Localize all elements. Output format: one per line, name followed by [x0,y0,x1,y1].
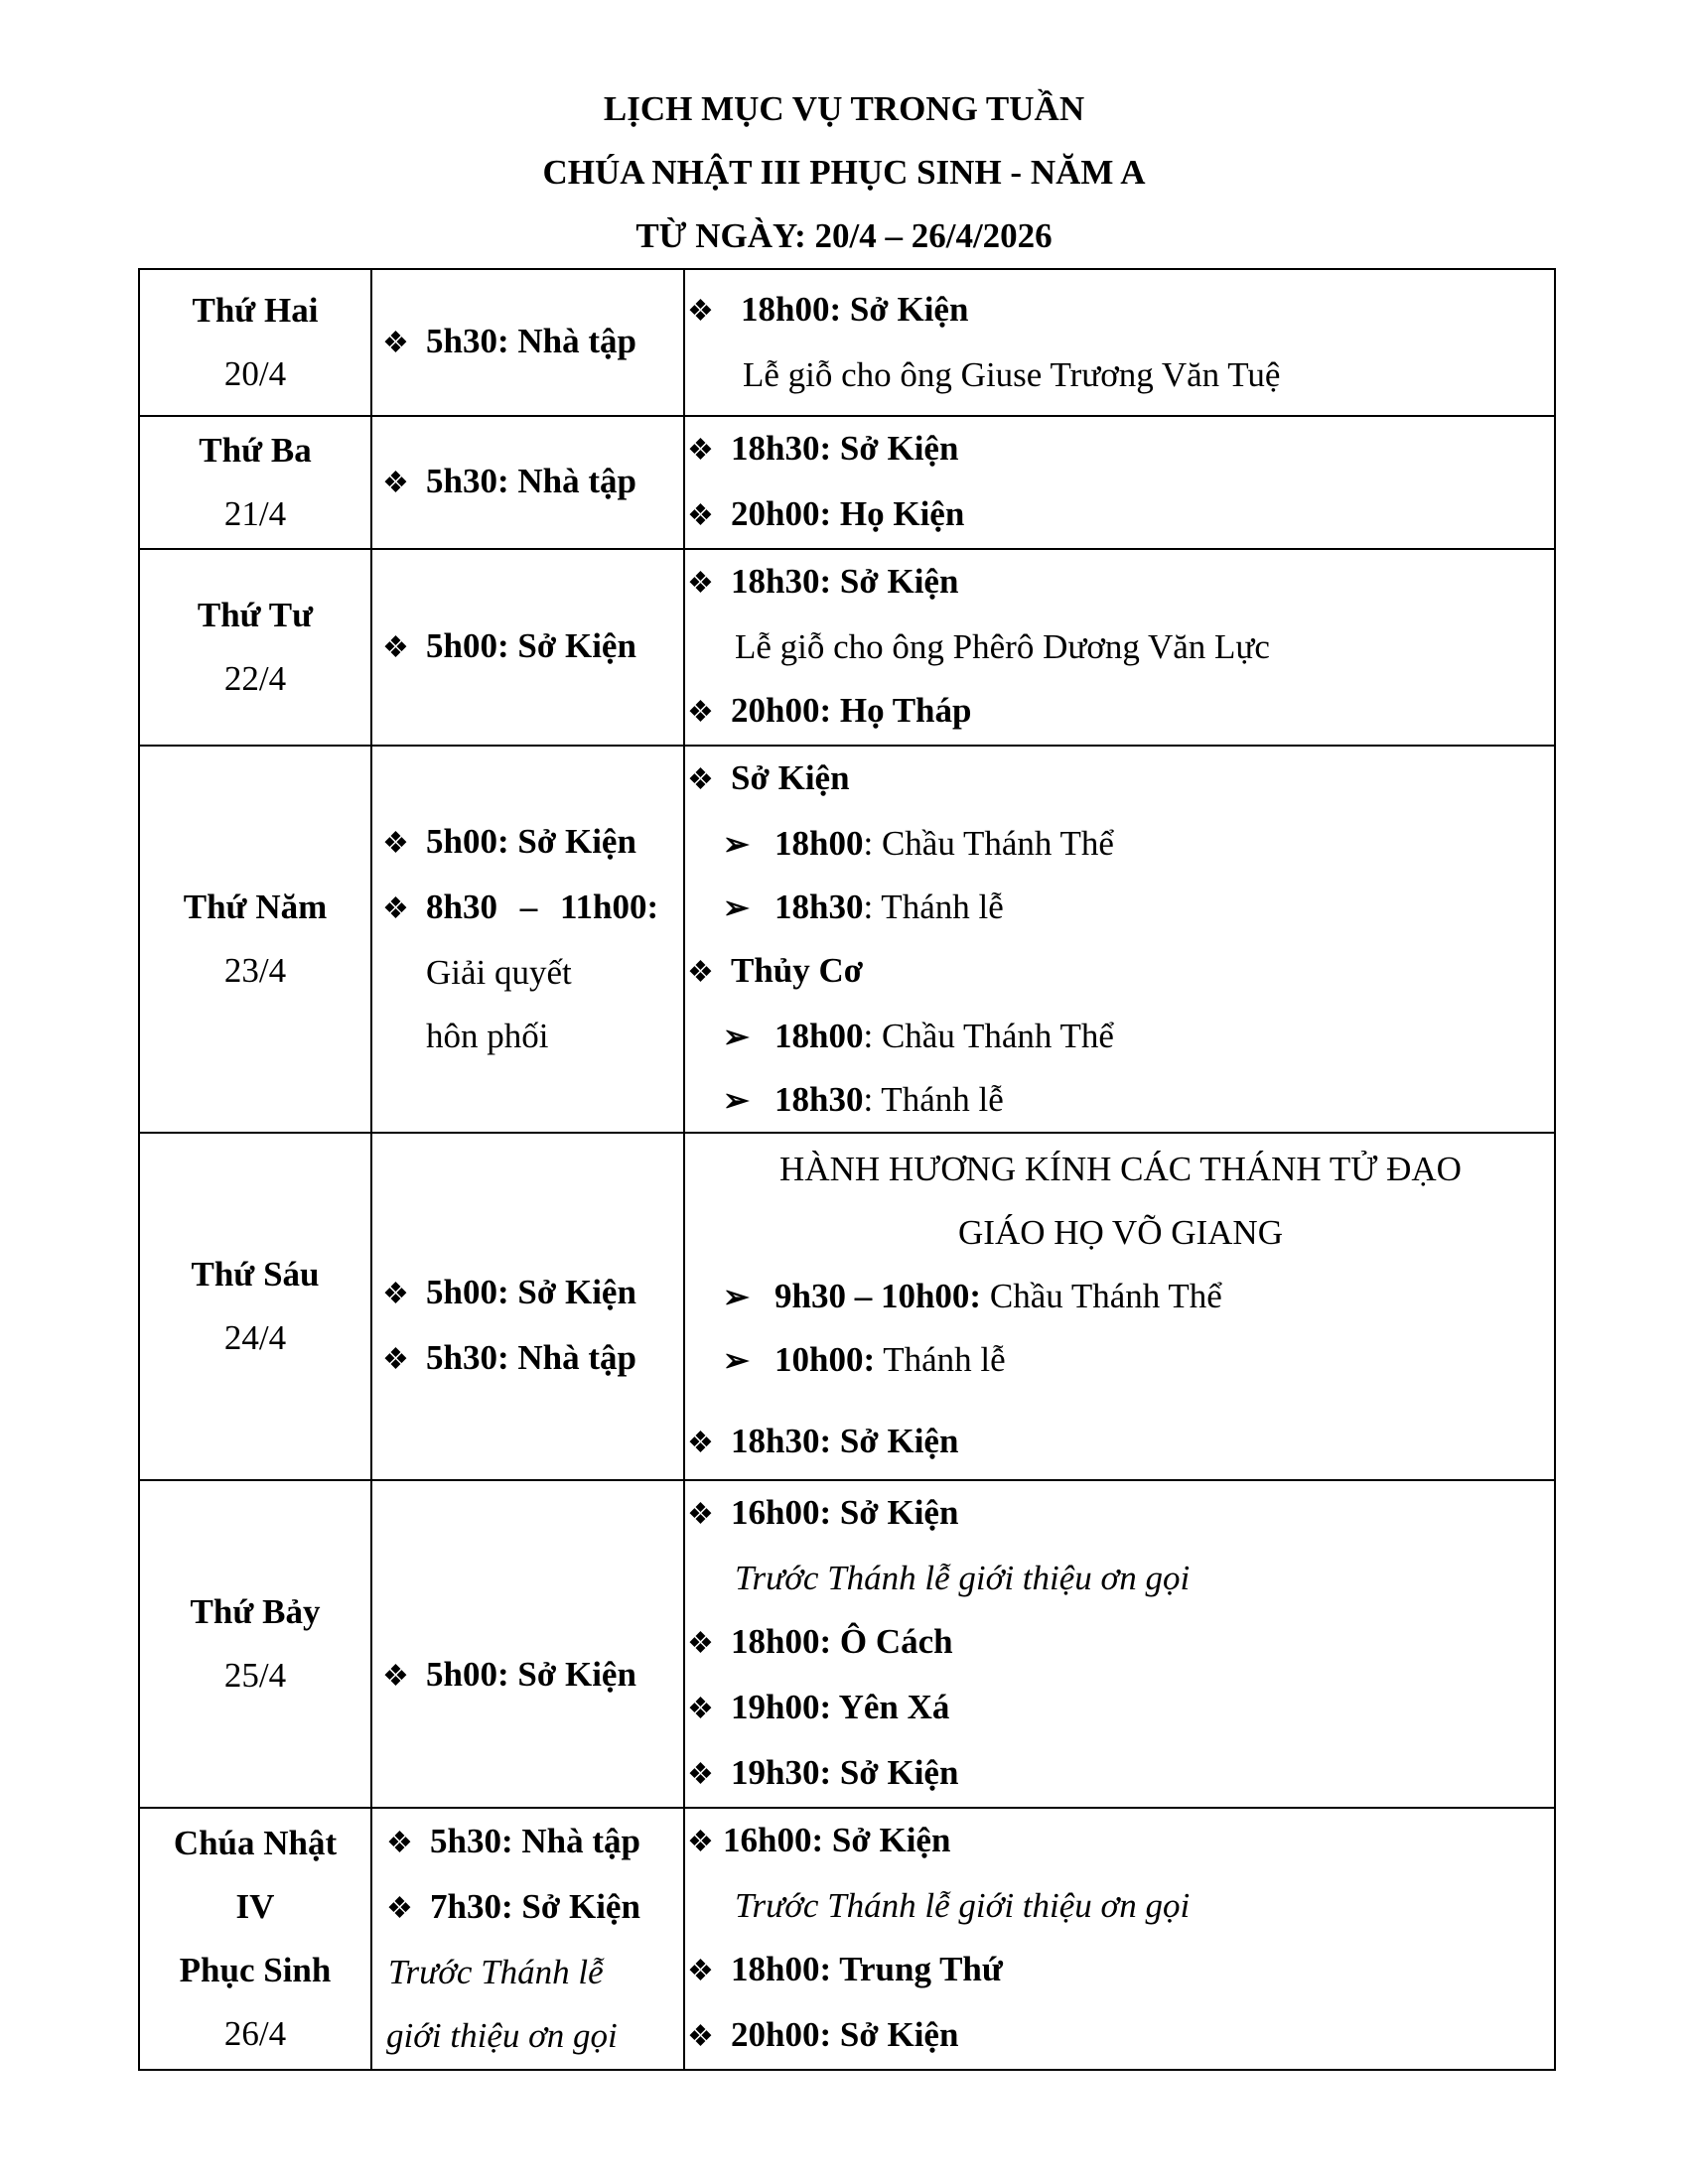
evening-item: 18h30: Sở Kiện [731,562,959,601]
sub-time: 10h00: [774,1340,876,1379]
diamond-bullet-icon: ❖ [386,1827,413,1859]
sub-time: 18h00 [774,824,864,863]
sub-time: 18h00 [774,1017,864,1055]
pilgrimage-subtitle: GIÁO HỌ VÕ GIANG [958,1213,1283,1252]
diamond-bullet-icon: ❖ [687,295,714,328]
day-name: Thứ Tư [197,596,314,634]
day-date: 22/4 [223,659,287,698]
evening-item: 20h00: Sở Kiện [731,2015,959,2054]
day-cell [139,269,371,416]
evening-item: 18h30: Sở Kiện [731,1422,959,1460]
arrow-bullet-icon: ➢ [723,1342,750,1378]
morning-note: hôn phối [426,1017,549,1055]
day-cell [139,1480,371,1808]
diamond-bullet-icon: ❖ [386,1892,413,1925]
vocation-note: Trước Thánh lễ giới thiệu ơn gọi [735,1559,1191,1597]
diamond-bullet-icon: ❖ [687,1826,714,1858]
title-line-3: TỪ NGÀY: 20/4 – 26/4/2026 [635,216,1053,255]
table-row [139,549,1555,746]
day-cell [139,1808,371,2070]
page-header [0,77,1688,268]
morning-item: 5h30: Nhà tập [430,1822,640,1860]
day-name: Thứ Ba [199,431,312,470]
table-row [139,269,1555,416]
arrow-bullet-icon: ➢ [723,889,750,925]
day-name: IV [235,1887,275,1926]
diamond-bullet-icon: ❖ [687,434,714,467]
evening-cell [684,1133,1555,1480]
morning-cell [371,746,684,1133]
evening-note: Lễ giỗ cho ông Phêrô Dương Văn Lực [735,627,1270,666]
morning-item: 5h00: Sở Kiện [426,626,636,665]
morning-cell [371,416,684,549]
day-name: Thứ Hai [192,291,319,330]
evening-cell [684,746,1555,1133]
day-date: 20/4 [223,354,287,393]
morning-cell [371,1808,684,2070]
table-row [139,746,1555,1133]
day-cell [139,746,371,1133]
evening-item: 16h00: Sở Kiện [731,1493,959,1532]
morning-time: 5h30 [426,1338,497,1377]
pilgrimage-title: HÀNH HƯƠNG KÍNH CÁC THÁNH TỬ ĐẠO [779,1150,1462,1188]
diamond-bullet-icon: ❖ [687,1627,714,1660]
evening-note: Lễ giỗ cho ông Giuse Trương Văn Tuệ [743,355,1281,394]
morning-item: 7h30: Sở Kiện [430,1887,640,1926]
evening-cell [684,549,1555,746]
evening-cell [684,1808,1555,2070]
diamond-bullet-icon: ❖ [687,1955,714,1987]
vocation-note: Trước Thánh lễ giới thiệu ơn gọi [735,1886,1191,1925]
evening-item: 19h30: Sở Kiện [731,1753,959,1792]
sub-desc: Chầu Thánh Thể [981,1277,1222,1315]
sub-time: 18h30 [774,887,864,926]
day-date: 25/4 [223,1656,287,1695]
evening-item: 19h00: Yên Xá [731,1688,950,1726]
morning-item: 5h00: Sở Kiện [426,822,636,861]
morning-cell [371,1133,684,1480]
diamond-bullet-icon: ❖ [382,827,409,860]
day-name: Thứ Bảy [190,1592,321,1631]
evening-cell [684,1480,1555,1808]
diamond-bullet-icon: ❖ [687,1758,714,1791]
day-name: Thứ Năm [183,887,328,926]
diamond-bullet-icon: ❖ [687,567,714,600]
morning-item: 8h30 – 11h00: [426,887,659,926]
arrow-bullet-icon: ➢ [723,1279,750,1314]
morning-item: 5h30: Nhà tập [426,322,636,360]
evening-item: 16h00: Sở Kiện [723,1821,951,1859]
arrow-bullet-icon: ➢ [723,1082,750,1118]
vocation-note: giới thiệu ơn gọi [386,2016,618,2055]
diamond-bullet-icon: ❖ [687,696,714,729]
day-cell [139,549,371,746]
morning-cell [371,549,684,746]
table-row [139,1808,1555,2070]
morning-item: 5h00: Sở Kiện [426,1655,636,1694]
title-line-2: CHÚA NHẬT III PHỤC SINH - NĂM A [542,153,1146,192]
morning-cell [371,1480,684,1808]
day-date: 26/4 [223,2014,287,2053]
title-line-1: LỊCH MỤC VỤ TRONG TUẦN [603,89,1085,128]
day-date: 23/4 [223,951,287,990]
morning-place: : Nhà tập [496,462,636,500]
diamond-bullet-icon: ❖ [687,2020,714,2053]
evening-item: 20h00: Họ Kiện [731,494,965,533]
diamond-bullet-icon: ❖ [382,327,409,359]
sub-desc: : Chầu Thánh Thể [863,824,1114,863]
diamond-bullet-icon: ❖ [687,1693,714,1725]
evening-item: 20h00: Họ Tháp [731,691,972,730]
diamond-bullet-icon: ❖ [687,956,714,989]
day-cell [139,1133,371,1480]
evening-cell [684,269,1555,416]
day-name: Thứ Sáu [191,1255,320,1294]
table-row [139,1133,1555,1480]
day-cell [139,416,371,549]
vocation-note: Trước Thánh lễ [388,1953,604,1991]
diamond-bullet-icon: ❖ [687,1498,714,1531]
table-row [139,416,1555,549]
evening-cell [684,416,1555,549]
evening-group: Sở Kiện [731,758,850,797]
sub-time: 9h30 – 10h00: [774,1277,982,1315]
morning-note: Giải quyết [426,953,572,992]
diamond-bullet-icon: ❖ [382,467,409,499]
evening-item: 18h00: Ô Cách [731,1622,953,1661]
diamond-bullet-icon: ❖ [687,1427,714,1459]
day-name: Phục Sinh [179,1951,332,1989]
diamond-bullet-icon: ❖ [687,763,714,796]
schedule-table [138,268,1556,2071]
morning-time: 5h30 [426,462,497,500]
arrow-bullet-icon: ➢ [723,826,750,862]
evening-item: 18h30: Sở Kiện [731,429,959,468]
sub-desc: : Chầu Thánh Thể [863,1017,1114,1055]
diamond-bullet-icon: ❖ [382,1660,409,1693]
morning-place: : Nhà tập [496,1338,636,1377]
morning-item: 5h00: Sở Kiện [426,1273,636,1311]
morning-cell [371,269,684,416]
table-row [139,1480,1555,1808]
diamond-bullet-icon: ❖ [382,1343,409,1376]
sub-time: 18h30 [774,1080,864,1119]
evening-group: Thủy Cơ [731,951,864,990]
sub-desc: : Thánh lễ [863,887,1004,926]
diamond-bullet-icon: ❖ [382,631,409,664]
day-date: 21/4 [223,494,287,533]
day-date: 24/4 [223,1318,287,1357]
diamond-bullet-icon: ❖ [687,499,714,532]
day-name: Chúa Nhật [173,1824,338,1862]
diamond-bullet-icon: ❖ [382,1278,409,1310]
evening-item: 18h00: Sở Kiện [741,290,969,329]
sub-desc: : Thánh lễ [863,1080,1004,1119]
arrow-bullet-icon: ➢ [723,1019,750,1054]
sub-desc: Thánh lễ [875,1340,1006,1379]
diamond-bullet-icon: ❖ [382,892,409,925]
evening-item: 18h00: Trung Thứ [731,1950,1003,1988]
